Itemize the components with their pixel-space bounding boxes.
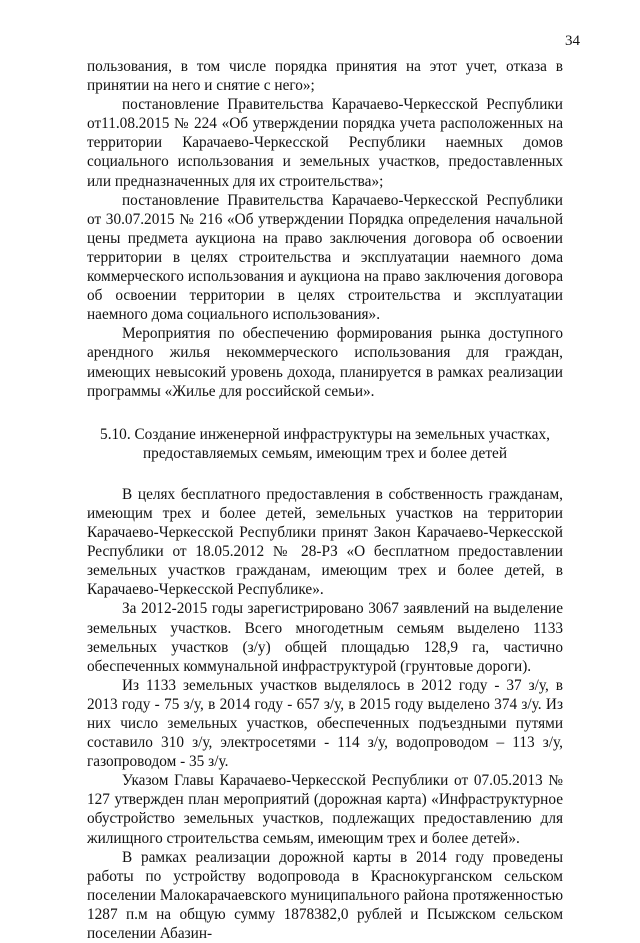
- paragraph: В целях бесплатного предоставления в собственность гражданам, имеющим трех и более детей, земельных участков на территории Карачаево-Черкесской Республики принят Закон Карачаево-Черкесской Республики от 18.05.2012 № 28-РЗ «О бесплатном предоставлении земельных участков гражданам, имеющим трех и более детей, в Карачаево-Черкесской Республике».: [87, 485, 563, 599]
- paragraph: пользования, в том числе порядка принятия на этот учет, отказа в принятии на него и снятие с него»;: [87, 58, 563, 95]
- paragraph: Мероприятия по обеспечению формирования рынка доступного арендного жилья некоммерческого использования для граждан, имеющих невысокий уровень дохода, планируется в рамках реализации программы «Жилье для российской семьи».: [87, 325, 563, 400]
- section-heading-line: предоставляемых семьям, имеющим трех и более детей: [142, 444, 508, 462]
- paragraph: В рамках реализации дорожной карты в 2014 году проведены работы по устройству водопровода в Краснокурганском сельском поселении Малокарачаевского муниципального района протяженностью 1287 п.м на общую сумму 1878382,0 рублей и Псыжском сельском поселении Абазин-: [87, 848, 563, 943]
- paragraph: Указом Главы Карачаево-Черкесской Республики от 07.05.2013 № 127 утвержден план мероприятий (дорожная карта) «Инфраструктурное обустройство земельных участков, подлежащих предоставлению для жилищного строительства семьям, имеющим трех и более детей».: [87, 772, 563, 847]
- section-heading: [87, 425, 563, 463]
- paragraph: постановление Правительства Карачаево-Черкесской Республики от11.08.2015 № 224 «Об утверждении порядка учета расположенных на территории Карачаево-Черкесской Республики наемных домов социального использования и земельных участков, предоставленных или предназначенных для их строительства»;: [87, 96, 563, 190]
- paragraph: За 2012-2015 годы зарегистрировано 3067 заявлений на выделение земельных участков. Всего многодетным семьям выделено 1133 земельных участков (з/у) общей площадью 128,9 га, частично обеспеченных коммунальной инфраструктурой (грунтовые дороги).: [87, 600, 563, 675]
- document-body: [87, 57, 563, 943]
- page-number: 34: [565, 33, 580, 49]
- paragraph: постановление Правительства Карачаево-Черкесской Республики от 30.07.2015 № 216 «Об утверждении Порядка определения начальной цены предмета аукциона на право заключения договора об освоении территории в целях строительства и эксплуатации наемного дома коммерческого использования и аукциона на право заключения договора об освоении территории в целях строительства и эксплуатации наемного дома социального использования».: [87, 191, 563, 324]
- paragraph: Из 1133 земельных участков выделялось в 2012 году - 37 з/у, в 2013 году - 75 з/у, в 2014 году - 657 з/у, в 2015 году выделено 374 з/у. Из них число земельных участков, обеспеченных подъездными путями составило 310 з/у, электросетями - 114 з/у, водопроводом – 113 з/у, газопроводом - 35 з/у.: [87, 676, 563, 771]
- section-heading-line: 5.10. Создание инженерной инфраструктуры на земельных участках,: [100, 425, 550, 443]
